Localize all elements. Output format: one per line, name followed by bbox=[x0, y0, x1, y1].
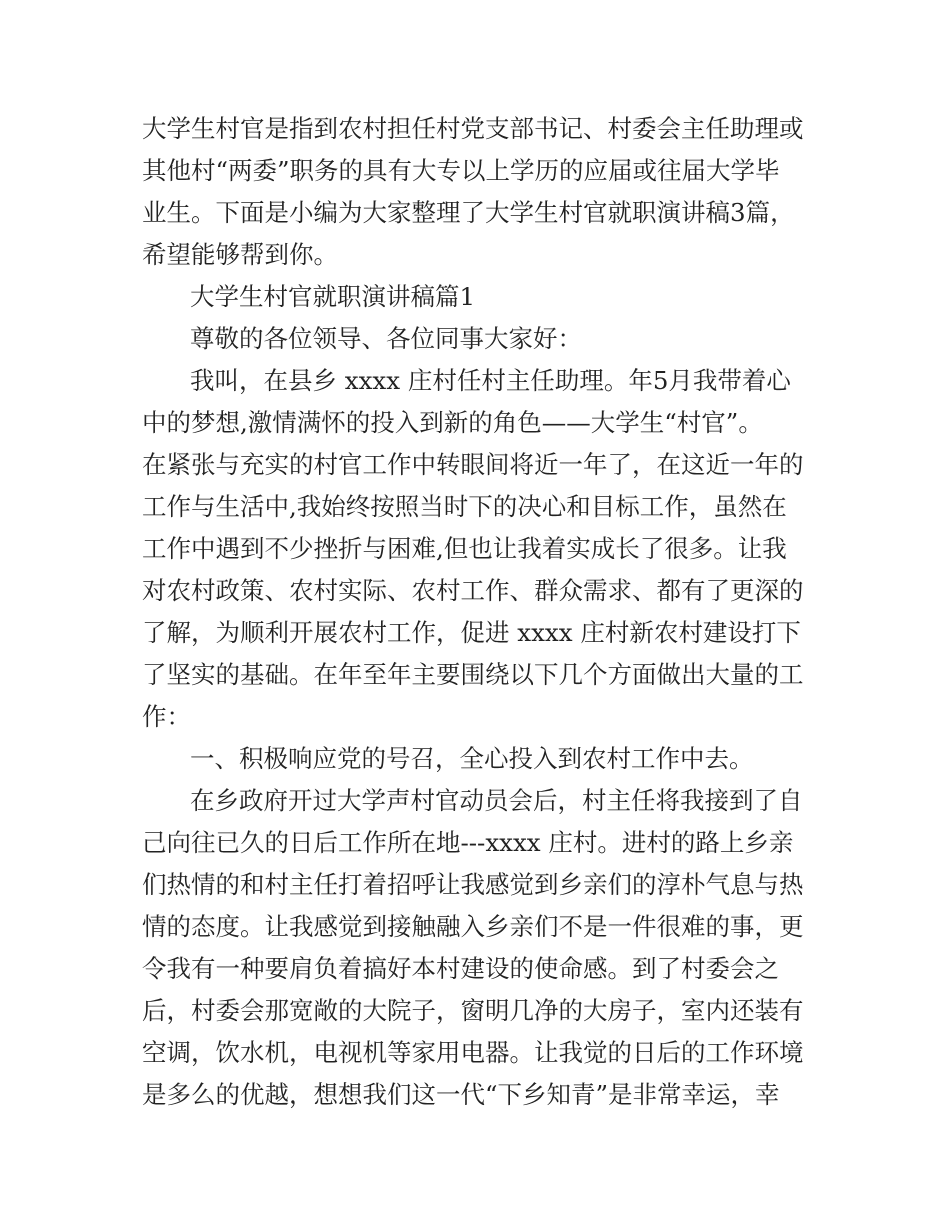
text-line: 业生。下面是小编为大家整理了大学生村官就职演讲稿3篇， bbox=[142, 198, 795, 227]
salutation: 尊敬的各位领导、各位同事大家好： bbox=[190, 324, 582, 353]
text-line: 在紧张与充实的村官工作中转眼间将近一年了，在这近一年的 bbox=[142, 450, 804, 479]
text-line: 我叫，在县乡 xxxx 庄村任村主任助理。年5月我带着心 bbox=[190, 366, 791, 395]
text-line: 己向往已久的日后工作所在地---xxxx 庄村。进村的路上乡亲 bbox=[142, 828, 794, 857]
text-line: 工作中遇到不少挫折与困难,但也让我着实成长了很多。让我 bbox=[142, 534, 787, 563]
text-line: 工作与生活中,我始终按照当时下的决心和目标工作，虽然在 bbox=[142, 492, 787, 521]
document-body bbox=[142, 108, 812, 1116]
text-line: 是多么的优越，想想我们这一代“下乡知青”是非常幸运，幸 bbox=[142, 1080, 780, 1109]
text-line: 了坚实的基础。在年至年主要围绕以下几个方面做出大量的工 bbox=[142, 660, 804, 689]
text-line: 作： bbox=[142, 702, 191, 731]
text-line: 大学生村官是指到农村担任村党支部书记、村委会主任助理或 bbox=[142, 114, 804, 143]
text-line: 了解，为顺利开展农村工作，促进 xxxx 庄村新农村建设打下 bbox=[142, 618, 801, 647]
text-line: 令我有一种要肩负着搞好本村建设的使命感。到了村委会之 bbox=[142, 954, 779, 983]
text-line: 在乡政府开过大学声村官动员会后，村主任将我接到了自 bbox=[190, 786, 803, 815]
text-line: 后，村委会那宽敞的大院子，窗明几净的大房子，室内还装有 bbox=[142, 996, 804, 1025]
text-line: 希望能够帮到你。 bbox=[142, 240, 338, 269]
text-line: 空调，饮水机，电视机等家用电器。让我觉的日后的工作环境 bbox=[142, 1038, 804, 1067]
subsection-heading: 一、积极响应党的号召，全心投入到农村工作中去。 bbox=[190, 744, 754, 773]
text-line: 中的梦想,激情满怀的投入到新的角色——大学生“村官”。 bbox=[142, 408, 763, 437]
text-line: 对农村政策、农村实际、农村工作、群众需求、都有了更深的 bbox=[142, 576, 804, 605]
section-heading: 大学生村官就职演讲稿篇1 bbox=[190, 282, 476, 311]
text-line: 情的态度。让我感觉到接触融入乡亲们不是一件很难的事，更 bbox=[142, 912, 804, 941]
text-line: 们热情的和村主任打着招呼让我感觉到乡亲们的淳朴气息与热 bbox=[142, 870, 804, 899]
text-line: 其他村“两委”职务的具有大专以上学历的应届或往届大学毕 bbox=[142, 156, 780, 185]
